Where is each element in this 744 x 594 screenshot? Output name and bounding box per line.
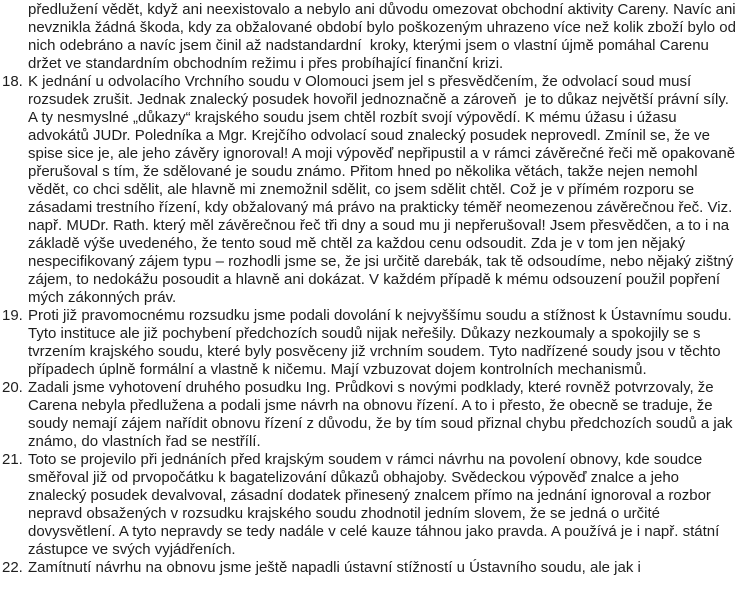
list-item-20-number: 20. xyxy=(2,379,23,396)
list-item-22-text: Zamítnutí návrhu na obnovu jsme ještě napadli ústavní stížností u Ústavního soudu, ale jak i xyxy=(28,559,641,576)
list-item-19-number: 19. xyxy=(2,307,23,324)
list-item-18-text: K jednání u odvolacího Vrchního soudu v Olomouci jsem jel s přesvědčením, že odvolací soud musí rozsudek zrušit. Jednak znalecký posudek hovořil jednoznačně a zároveň je to důkaz největší právní síly. A ty nesmyslné „důkazy“ krajského soudu jsem chtěl rozbít svojí výpovědí. K mému úžasu i úžasu advokátů JUDr. Poledníka a Mgr. Krejčího odvolací soud znalecký posudek neprovedl. Zmínil se, že ve spise sice je, ale jeho závěry ignoroval! A moji výpověď nepřipustil a v rámci závěrečné řeči mě opakovaně přerušoval s tím, že sdělované je soudu známo. Přitom hned po několika větách, takže nejen nemohl vědět, co chci sdělit, ale hlavně mi znemožnil sdělit, co jsem sdělit chtěl. Což je v přímém rozporu se zásadami trestního řízení, kdy obžalovaný má právo na prakticky téměř neomezenou závěrečnou řeč. Viz. např. MUDr. Rath. který měl závěrečnou řeč tři dny a soud mu ji nepřerušoval! Jsem přesvědčen, a to i na základě výše uvedeného, že tento soud mě chtěl za každou cenu odsoudit. Zda je v tom jen nějaký nespecifikovaný zájem typu – rozhodli jsme se, že jsi určitě darebák, tak tě odsoudíme, nebo nějaký zištný zájem, to nedokážu posoudit a hlavně ani dokázat. V každém případě k mému odsouzení použil popření mých zákonných práv. xyxy=(28,73,740,306)
list-item-21-text: Toto se projevilo při jednáních před krajským soudem v rámci návrhu na povolení obnovy, kde soudce směřoval již od prvopočátku k bagatelizování důkazů obhajoby. Svědeckou výpověď znalce a jeho znalecký posudek devalvoval, zásadní dodatek přinesený znalcem přímo na jednání ignoroval a rozbor nepravd obsažených v rozsudku krajského soudu zhodnotil jedním slovem, že se jedná o určité dovysvětlení. A tyto nepravdy se tedy nadále v celé kauze táhnou jako pravda. A používá je i např. státní zástupce ve svých vyjádřeních. xyxy=(28,451,724,558)
list-item-19-text: Proti již pravomocnému rozsudku jsme podali dovolání k nejvyššímu soudu a stížnost k Ústavnímu soudu. Tyto instituce ale již pochybení předchozích soudů nijak neřešily. Důkazy nezkoumaly a spokojily se s tvrzením krajského soudu, které byly posvěceny již vrchním soudem. Tyto nadřízené soudy jsou v těchto případech úplně formální a vlastně k ničemu. Mají vzbuzovat dojem kontrolních mechanismů. xyxy=(28,307,736,378)
list-item-22 xyxy=(2,559,737,577)
list-item-20 xyxy=(2,379,737,451)
list-item-21 xyxy=(2,451,737,559)
list-item-21-number: 21. xyxy=(2,451,23,468)
list-item-20-text: Zadali jsme vyhotovení druhého posudku Ing. Průdkovi s novými podklady, které rovněž potvrzovaly, že Carena nebyla předlužena a podali jsme návrh na obnovu řízení. A to i přesto, že obecně se traduje, že soudy nemají zájem nařídit obnovu řízení z důvodu, že by tím soud přiznal chybu předchozích soudů a jak známo, do vlastních řad se nestřílí. xyxy=(28,379,737,450)
list-item-22-number: 22. xyxy=(2,559,23,576)
list-item-18 xyxy=(2,73,740,307)
list-item-18-number: 18. xyxy=(2,73,23,90)
paragraph-continuation: předlužení vědět, když ani neexistovalo a nebylo ani důvodu omezovat obchodní aktivity Careny. Navíc ani nevznikla žádná škoda, kdy za obžalované období bylo poškozeným uhrazeno více než kolik zboží bylo od nich odebráno a navíc jsem činil až nadstandardní kroky, kterými jsem o vlastní újmě pomáhal Carenu držet ve standardním obchodním režimu i přes probíhající finanční krizi. xyxy=(28,1,741,72)
list-item-19 xyxy=(2,307,737,379)
